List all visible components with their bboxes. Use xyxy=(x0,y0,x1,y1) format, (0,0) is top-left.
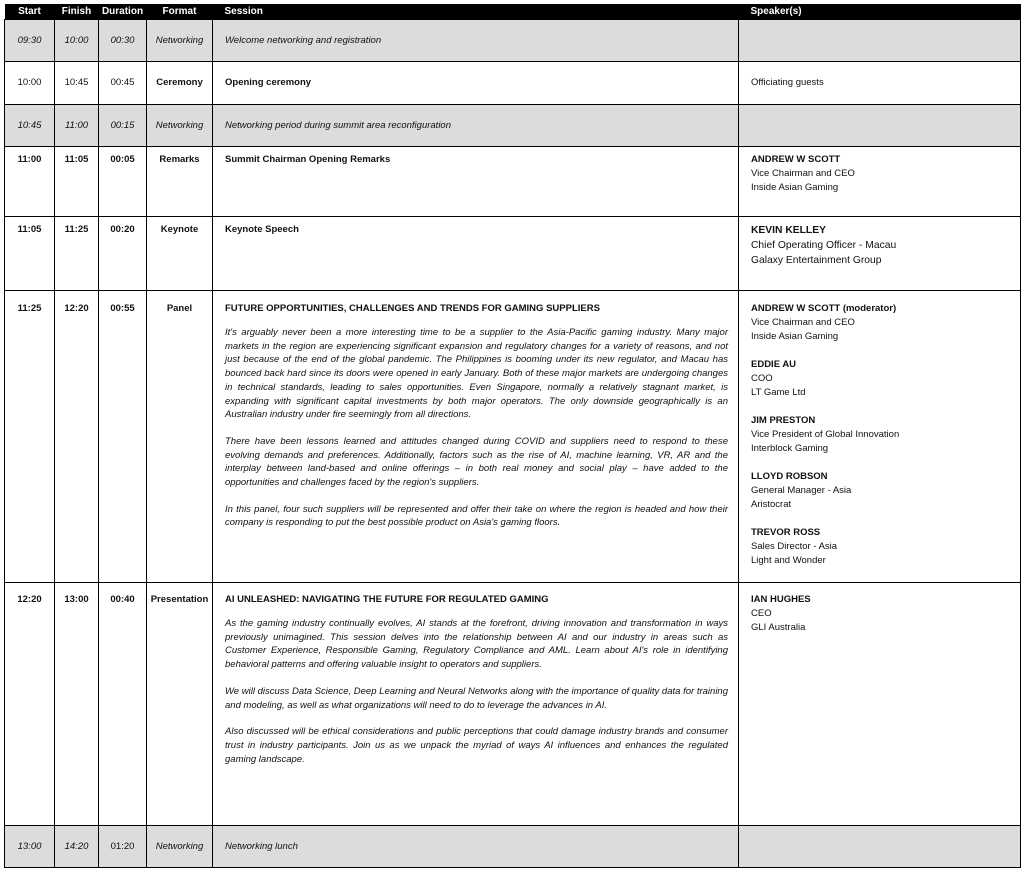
speaker-title: Vice Chairman and CEO xyxy=(751,168,855,179)
duration: 00:30 xyxy=(99,20,147,62)
duration: 00:45 xyxy=(99,62,147,105)
speaker-org: Light and Wonder xyxy=(751,555,826,566)
col-speakers: Speaker(s) xyxy=(739,4,1021,20)
speakers-cell: Officiating guests xyxy=(739,62,1021,105)
duration: 00:40 xyxy=(99,583,147,826)
agenda-row xyxy=(5,147,1021,217)
speaker-name: IAN HUGHES xyxy=(751,594,811,605)
finish-time: 11:00 xyxy=(55,105,99,147)
finish-time: 10:00 xyxy=(55,20,99,62)
speaker-title: Vice President of Global Innovation xyxy=(751,429,900,440)
session-title: Networking lunch xyxy=(213,826,739,868)
agenda-row xyxy=(5,826,1021,868)
agenda-row xyxy=(5,105,1021,147)
start-time: 09:30 xyxy=(5,20,55,62)
agenda-row xyxy=(5,583,1021,826)
speaker-name: LLOYD ROBSON xyxy=(751,471,828,482)
speakers-cell xyxy=(739,583,1021,826)
format: Remarks xyxy=(147,147,213,217)
start-time: 10:00 xyxy=(5,62,55,105)
speakers-cell xyxy=(739,20,1021,62)
session-title: FUTURE OPPORTUNITIES, CHALLENGES AND TRENDS FOR GAMING SUPPLIERS xyxy=(225,303,600,314)
format: Networking xyxy=(147,826,213,868)
speaker xyxy=(751,526,1010,568)
speaker-name: ANDREW W SCOTT (moderator) xyxy=(751,303,897,314)
session-paragraph: It's arguably never been a more interesting time to be a supplier to the Asia-Pacific gaming industry. Many major markets in the region are experiencing significant expansion and regulatory changes for a variety of reasons, and not just because of the end of the global pandemic. The Philippines is booming under its new regulator, and Macau has bounced back hard since its doors were opened in early January. Both of these major markets are undergoing changes in technical standards, leading to sales opportunities. Even Singapore, normally a relatively stagnant market, is expanding with significant capital investments by both major operators. The only downside geographically is an Australian industry under fire seemingly from all directions. xyxy=(225,327,728,421)
col-start: Start xyxy=(5,4,55,20)
speaker-org: Galaxy Entertainment Group xyxy=(751,255,882,266)
finish-time: 14:20 xyxy=(55,826,99,868)
speaker xyxy=(751,593,1010,635)
format: Networking xyxy=(147,20,213,62)
speaker-title: Sales Director - Asia xyxy=(751,541,838,552)
col-finish: Finish xyxy=(55,4,99,20)
finish-time: 12:20 xyxy=(55,291,99,583)
speaker-title: COO xyxy=(751,373,773,384)
format: Keynote xyxy=(147,217,213,291)
speaker xyxy=(751,358,1010,400)
speaker-title: General Manager - Asia xyxy=(751,485,852,496)
speaker xyxy=(751,223,1010,268)
speaker xyxy=(751,414,1010,456)
finish-time: 11:05 xyxy=(55,147,99,217)
speaker xyxy=(751,470,1010,512)
agenda-table xyxy=(4,4,1021,868)
col-format: Format xyxy=(147,4,213,20)
start-time: 11:00 xyxy=(5,147,55,217)
session-paragraph: In this panel, four such suppliers will be represented and offer their take on where the region is headed and how their company is responding to put the best possible product on Asia's gaming floors. xyxy=(225,503,728,529)
session-cell xyxy=(213,291,739,583)
speaker-name: JIM PRESTON xyxy=(751,415,816,426)
start-time: 11:05 xyxy=(5,217,55,291)
agenda-row xyxy=(5,62,1021,105)
speaker-org: Inside Asian Gaming xyxy=(751,182,839,193)
duration: 00:15 xyxy=(99,105,147,147)
finish-time: 10:45 xyxy=(55,62,99,105)
session-paragraph: We will discuss Data Science, Deep Learning and Neural Networks along with the importance of quality data for training and modeling, as well as what organizations will need to do to leverage the advances in AI. xyxy=(225,685,728,711)
format: Networking xyxy=(147,105,213,147)
format: Panel xyxy=(147,291,213,583)
speaker xyxy=(751,302,1010,344)
speaker-org: Aristocrat xyxy=(751,499,792,510)
speaker-title: Chief Operating Officer - Macau xyxy=(751,240,897,251)
speaker-name: EDDIE AU xyxy=(751,359,797,370)
header-row xyxy=(5,4,1021,20)
session-title: Welcome networking and registration xyxy=(213,20,739,62)
speakers-cell xyxy=(739,105,1021,147)
speakers-cell xyxy=(739,217,1021,291)
speaker-org: Inside Asian Gaming xyxy=(751,331,839,342)
speakers-cell xyxy=(739,147,1021,217)
speaker-org: LT Game Ltd xyxy=(751,387,806,398)
duration: 01:20 xyxy=(99,826,147,868)
session-title: Keynote Speech xyxy=(213,217,739,291)
agenda-row xyxy=(5,217,1021,291)
format: Presentation xyxy=(147,583,213,826)
session-title: Networking period during summit area reconfiguration xyxy=(213,105,739,147)
speaker-name: ANDREW W SCOTT xyxy=(751,154,841,165)
start-time: 12:20 xyxy=(5,583,55,826)
session-title: Summit Chairman Opening Remarks xyxy=(213,147,739,217)
duration: 00:55 xyxy=(99,291,147,583)
format: Ceremony xyxy=(147,62,213,105)
finish-time: 13:00 xyxy=(55,583,99,826)
speaker-title: Vice Chairman and CEO xyxy=(751,317,855,328)
start-time: 10:45 xyxy=(5,105,55,147)
session-title: Opening ceremony xyxy=(213,62,739,105)
speaker xyxy=(751,153,1010,195)
session-paragraph: Also discussed will be ethical considerations and public perceptions that could damage industry brands and consumer trust in industry participants. Join us as we unpack the myriad of ways AI influences and enhances the regulated gaming landscape. xyxy=(225,726,728,765)
finish-time: 11:25 xyxy=(55,217,99,291)
start-time: 13:00 xyxy=(5,826,55,868)
speaker-org: GLI Australia xyxy=(751,622,806,633)
duration: 00:05 xyxy=(99,147,147,217)
col-session: Session xyxy=(213,4,739,20)
agenda-row xyxy=(5,291,1021,583)
speakers-cell xyxy=(739,291,1021,583)
start-time: 11:25 xyxy=(5,291,55,583)
speaker-name: KEVIN KELLEY xyxy=(751,225,826,236)
session-paragraph: There have been lessons learned and attitudes changed during COVID and suppliers need to respond to these evolving demands and preferences. Additionally, factors such as the rise of AI, machine learning, VR, AR and the interplay between land-based and online offerings – in both real money and social play – have added to the opportunities and challenges faced by the region's suppliers. xyxy=(225,435,728,489)
session-paragraph: As the gaming industry continually evolves, AI stands at the forefront, driving innovation and transformation in ways previously unimagined. This session delves into the relationship between AI and our industry in areas such as Customer Experience, Responsible Gaming, Regulatory Compliance and AML. Learn about AI's role in identifying behavioral patterns and offering valuable insight to operators and suppliers. xyxy=(225,618,728,671)
duration: 00:20 xyxy=(99,217,147,291)
speaker-title: CEO xyxy=(751,608,772,619)
session-title: AI UNLEASHED: NAVIGATING THE FUTURE FOR REGULATED GAMING xyxy=(225,594,549,605)
speaker-org: Interblock Gaming xyxy=(751,443,829,454)
speaker-name: TREVOR ROSS xyxy=(751,527,821,538)
col-duration: Duration xyxy=(99,4,147,20)
session-cell xyxy=(213,583,739,826)
speakers-cell xyxy=(739,826,1021,868)
agenda-row xyxy=(5,20,1021,62)
